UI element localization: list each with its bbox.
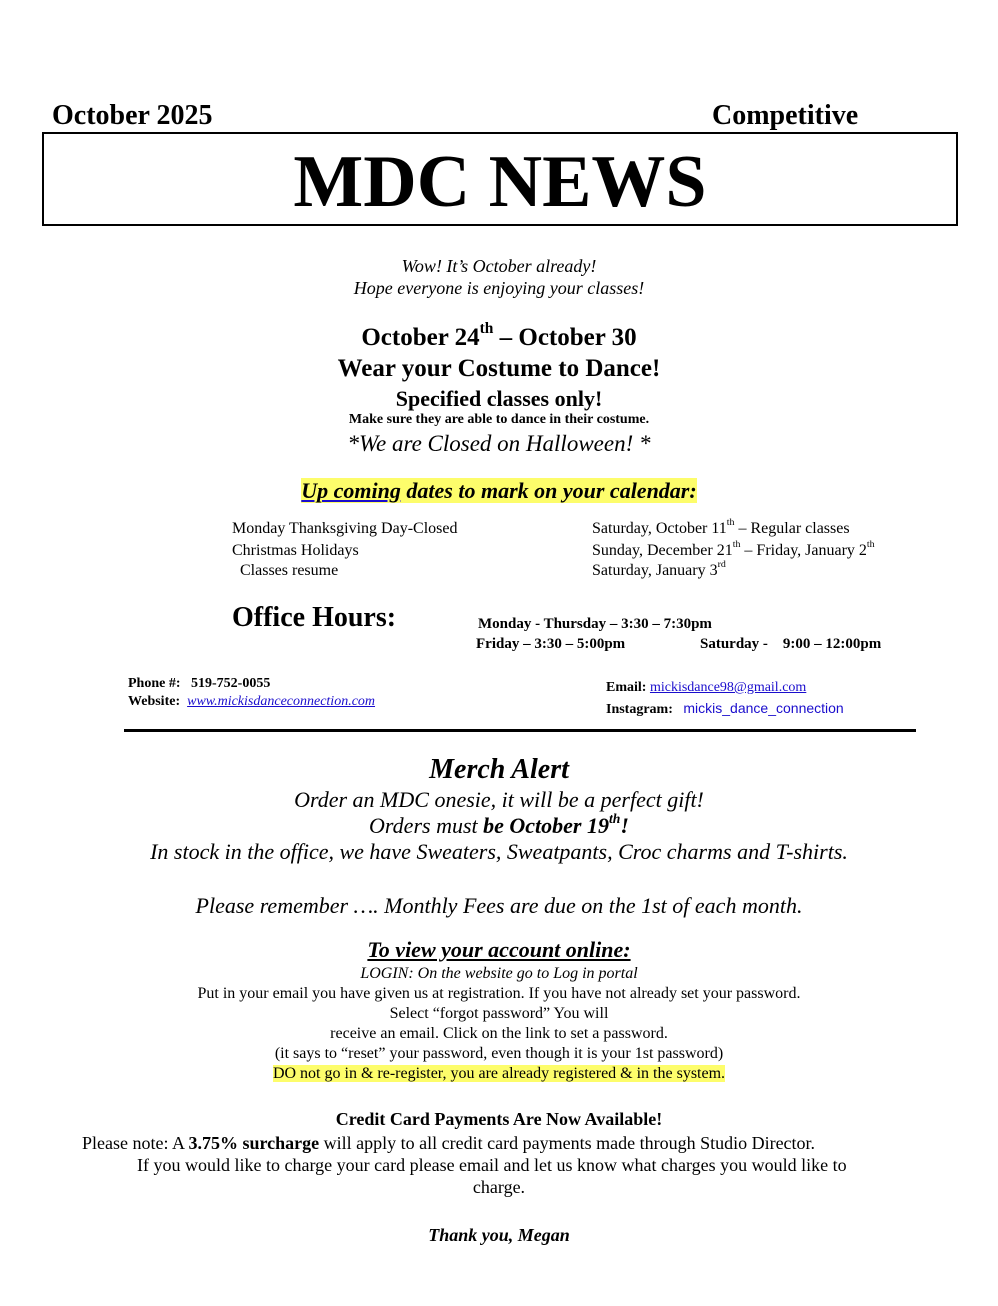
fees-reminder: Please remember …. Monthly Fees are due on the 1st of each month. (195, 893, 803, 918)
calendar-event-name: Classes resume (232, 562, 339, 579)
calendar-event-date-sup: th (726, 517, 735, 529)
calendar-event-date (592, 559, 726, 580)
office-hours-heading: Office Hours: (232, 602, 397, 633)
website-link[interactable]: www.mickisdanceconnection.com (187, 694, 376, 709)
account-warning: DO not go in & re-register, you are already registered & in the system. (272, 1065, 726, 1082)
email-link[interactable]: mickisdance98@gmail.com (649, 680, 807, 695)
calendar-event-name: Monday Thanksgiving Day-Closed (232, 520, 458, 537)
signoff: Thank you, Megan (428, 1225, 570, 1245)
costume-headline: Wear your Costume to Dance! (337, 355, 661, 382)
newsletter-level: Competitive (712, 100, 859, 131)
calendar-event-date (592, 539, 875, 560)
phone-row (128, 676, 270, 692)
costume-note: Make sure they are able to dance in their costume. (348, 412, 650, 427)
phone-label: Phone #: (128, 676, 181, 691)
intro-line-1: Wow! It’s October already! (401, 256, 597, 276)
account-login: LOGIN: On the website go to Log in portal (360, 965, 638, 982)
calendar-event-date-a: Sunday, December 21 (592, 542, 733, 559)
costume-dates-end: – October 30 (493, 324, 637, 351)
calendar-event-date-a: Saturday, January 3 (592, 562, 718, 579)
calendar-event-date-b: – Regular classes (734, 520, 850, 537)
email-label: Email: (606, 680, 647, 695)
calendar-heading-highlight (301, 478, 696, 503)
account-line-3: receive an email. Click on the link to set a password. (330, 1025, 668, 1042)
payments-note (82, 1133, 815, 1154)
account-heading: To view your account online: (367, 937, 631, 962)
merch-line-3: In stock in the office, we have Sweaters, Sweatpants, Croc charms and T-shirts. (150, 839, 848, 864)
section-divider (124, 729, 916, 732)
phone-number: 519-752-0055 (191, 676, 271, 691)
email-row (606, 680, 806, 696)
calendar-event-date (592, 517, 850, 538)
costume-dates (0, 320, 998, 352)
calendar-event-date-sup2: th (866, 539, 875, 551)
merch-deadline-text: be October 19 (483, 813, 609, 838)
page-title: MDC NEWS (293, 141, 707, 223)
costume-subheadline: Specified classes only! (395, 386, 603, 411)
office-hours-friday: Friday – 3:30 – 5:00pm (476, 636, 626, 652)
account-line-4: (it says to “reset” your password, even though it is your 1st password) (274, 1045, 724, 1062)
calendar-event-name: Christmas Holidays (232, 542, 359, 559)
calendar-heading (0, 478, 998, 504)
payments-heading: Credit Card Payments Are Now Available! (335, 1109, 663, 1129)
instagram-label: Instagram: (606, 702, 673, 717)
newsletter-date: October 2025 (52, 100, 213, 131)
merch-deadline-sup: th (609, 810, 621, 826)
account-line-1: Put in your email you have given us at registration. If you have not already set your password. (197, 985, 801, 1002)
intro-line-2: Hope everyone is enjoying your classes! (353, 278, 645, 298)
calendar-event-date-sup: th (732, 539, 741, 551)
account-line-2: Select “forgot password” You will (389, 1005, 609, 1022)
instagram-handle[interactable]: mickis_dance_connection (683, 700, 844, 716)
account-warning-row (0, 1065, 998, 1083)
payments-line-3: charge. (472, 1177, 526, 1197)
calendar-heading-upcoming: Up coming (301, 478, 401, 503)
instagram-row (606, 700, 844, 718)
calendar-event-date-sup: rd (717, 559, 726, 571)
calendar-heading-rest: dates to mark on your calendar: (400, 478, 697, 503)
merch-line-2 (0, 810, 998, 839)
payments-line-2: If you would like to charge your card please email and let us know what charges you would like to (137, 1155, 847, 1175)
merch-line-1: Order an MDC onesie, it will be a perfect gift! (294, 787, 704, 812)
merch-heading: Merch Alert (429, 754, 569, 785)
website-row (128, 694, 375, 710)
merch-deadline (483, 810, 629, 838)
calendar-event-date-b: – Friday, January 2 (740, 542, 867, 559)
title-box (42, 132, 958, 226)
payments-note-a: Please note: A (82, 1133, 189, 1153)
payments-surcharge: 3.75% surcharge (188, 1133, 320, 1153)
costume-dates-sup: th (479, 320, 494, 338)
office-hours-saturday: Saturday - 9:00 – 12:00pm (700, 636, 882, 652)
website-label: Website: (128, 694, 181, 709)
halloween-closed: *We are Closed on Halloween! * (347, 431, 651, 456)
merch-deadline-end: ! (620, 813, 629, 838)
merch-line-2-a: Orders must (369, 813, 484, 838)
payments-note-c: will apply to all credit card payments made through Studio Director. (319, 1133, 816, 1153)
office-hours-weekdays: Monday - Thursday – 3:30 – 7:30pm (478, 616, 712, 632)
calendar-event-date-a: Saturday, October 11 (592, 520, 727, 537)
costume-dates-start: October 24 (361, 324, 480, 351)
